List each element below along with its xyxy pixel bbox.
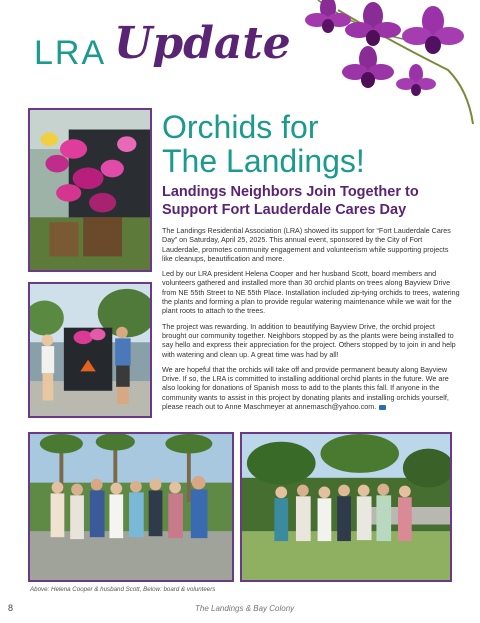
orchid-flower-3 [402, 6, 464, 54]
page-footer [0, 600, 480, 618]
photo-caption: Above: Helena Cooper & husband Scott, Below: board & volunteers [30, 586, 216, 593]
masthead-lra: LRA [34, 34, 107, 72]
orchid-flower-4 [342, 46, 394, 88]
subhead-line-1: Landings Neighbors Join Together to [162, 184, 419, 200]
photo-board-volunteers-1 [28, 432, 234, 582]
headline-line-2: The Landings! [162, 143, 365, 179]
end-mark-icon [379, 405, 386, 410]
subhead-line-2: Support Fort Lauderdale Cares Day [162, 202, 407, 218]
orchid-flower-1 [305, 0, 351, 33]
article-paragraph-4-wrap [162, 365, 460, 411]
article-body [162, 226, 460, 417]
headline [162, 110, 462, 178]
headline-line-1: Orchids for [162, 109, 319, 145]
article-paragraph-1: The Landings Residential Association (LRA) showed its support for “Fort Lauderdale Cares Day” on Saturday, April 25, 2025. This annual event, sponsored by the City of Fort Lauderdale, promotes community engagement and volunteerism while supporting projects like cleanups, beautification and more. [162, 226, 451, 263]
article-paragraph-2: Led by our LRA president Helena Cooper and her husband Scott, board members and volunteers gathered and installed more than 30 orchid plants on trees along Bayview Drive from NE 55th Street to NE 55th Place. Installation included zip-tying orchids to trees, watering the plants and forming a plan to provide regular watering maintenance while we wait for the plant roots to attach to the trees. [162, 269, 460, 316]
subhead [162, 183, 462, 219]
article-paragraph-3: The project was rewarding. In addition to beautifying Bayview Drive, the orchid project brought our community together. Neighbors stopped by as the plants were being installed to say hello and express their appreciation for the project. Others stopped by to join in and help with watering and clean up. A great time was had by all! [162, 321, 456, 359]
photo-board-volunteers-2 [240, 432, 452, 582]
photo-orchids-golf-cart [28, 108, 152, 272]
article-paragraph-4: We are hopeful that the orchids will take off and provide permanent beauty along Bayview Drive. If so, the LRA is committed to installing additional orchid plants in the future. We are also looking for donations of Spanish moss to add to the plants this fall. If anyone in the community wants to assist in this project by donating plants and installing orchids yourself, please reach out to Anne Maschmeyer at annemasch@yahoo.com. [162, 364, 449, 412]
orchid-illustration [298, 0, 480, 124]
publication-name: The Landings & Bay Colony [195, 604, 295, 613]
photo-helena-and-scott [28, 282, 152, 418]
orchid-flower-5 [396, 64, 436, 96]
masthead-update: Update [114, 18, 291, 69]
page-number: 8 [8, 603, 14, 613]
orchid-flower-2 [345, 2, 401, 46]
